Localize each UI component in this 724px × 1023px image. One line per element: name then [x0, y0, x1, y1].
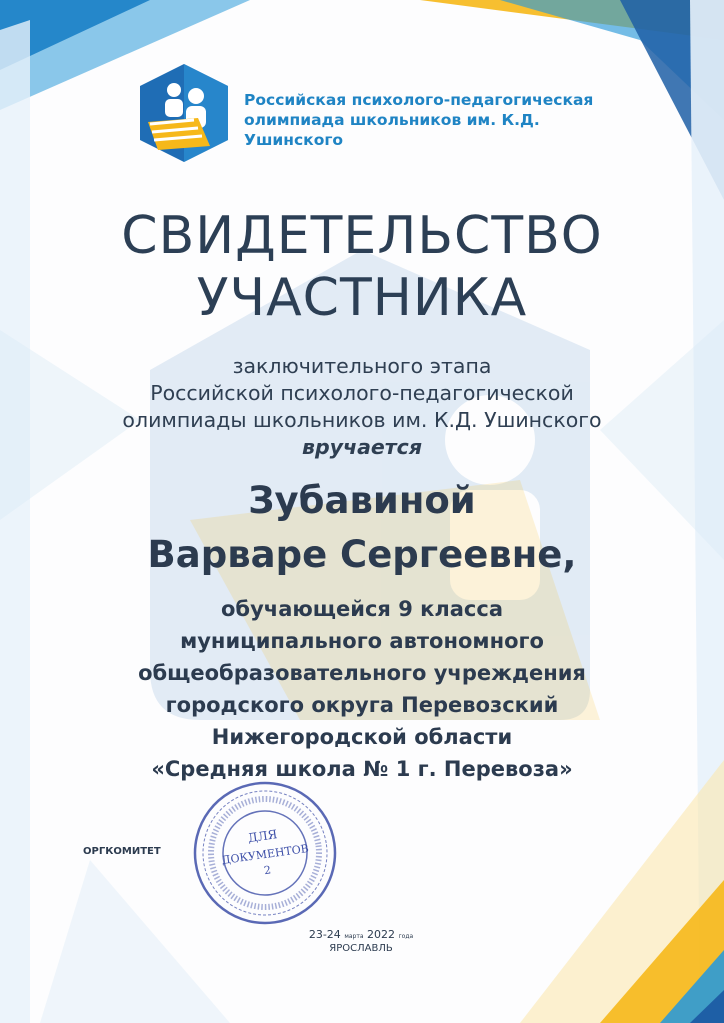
school-line-4: городского округа Перевозский: [165, 693, 559, 717]
intro-text: [0, 353, 724, 461]
intro-line-2: Российской психолого-педагогической: [150, 381, 574, 405]
event-date: [296, 928, 426, 941]
date-year-word: года: [398, 933, 414, 940]
olympiad-logo: [136, 62, 232, 164]
awarded-word: вручается: [301, 435, 423, 459]
recipient-name: [0, 474, 724, 582]
school-line-2: муниципального автономного: [180, 629, 544, 653]
intro-line-3: олимпиады школьников им. К.Д. Ушинского: [122, 408, 602, 432]
organization-line-1: Российская психолого-педагогическая: [244, 91, 594, 109]
recipient-line-1: Зубавиной: [248, 479, 476, 522]
stamp-number: 2: [263, 863, 272, 878]
title-line-2: УЧАСТНИКА: [196, 268, 528, 328]
organization-name: [244, 90, 624, 150]
stamp-text-line-1: ДЛЯ: [247, 827, 279, 846]
school-line-3: общеобразовательного учреждения: [138, 661, 586, 685]
event-city: ЯРОСЛАВЛЬ: [329, 943, 393, 954]
date-days: 23-24: [308, 928, 341, 941]
organization-line-2: олимпиада школьников им. К.Д. Ушинского: [244, 111, 540, 149]
stamp-text-line-2: ДОКУМЕНТОВ: [220, 841, 310, 868]
date-month: марта: [344, 933, 364, 940]
school-line-1: обучающейся 9 класса: [221, 597, 503, 621]
date-year: 2022: [367, 928, 395, 941]
school-line-6: «Средняя школа № 1 г. Перевоза»: [151, 757, 573, 781]
recipient-line-2: Варваре Сергеевне,: [147, 533, 577, 576]
date-block: [296, 928, 426, 954]
intro-line-1: заключительного этапа: [232, 354, 492, 378]
school-line-5: Нижегородской области: [211, 725, 513, 749]
signature-label: ОРГКОМИТЕТ: [83, 846, 161, 857]
school-info: [0, 593, 724, 785]
title-line-1: СВИДЕТЕЛЬСТВО: [121, 206, 603, 266]
official-stamp: [190, 778, 340, 928]
certificate-title: [0, 206, 724, 328]
